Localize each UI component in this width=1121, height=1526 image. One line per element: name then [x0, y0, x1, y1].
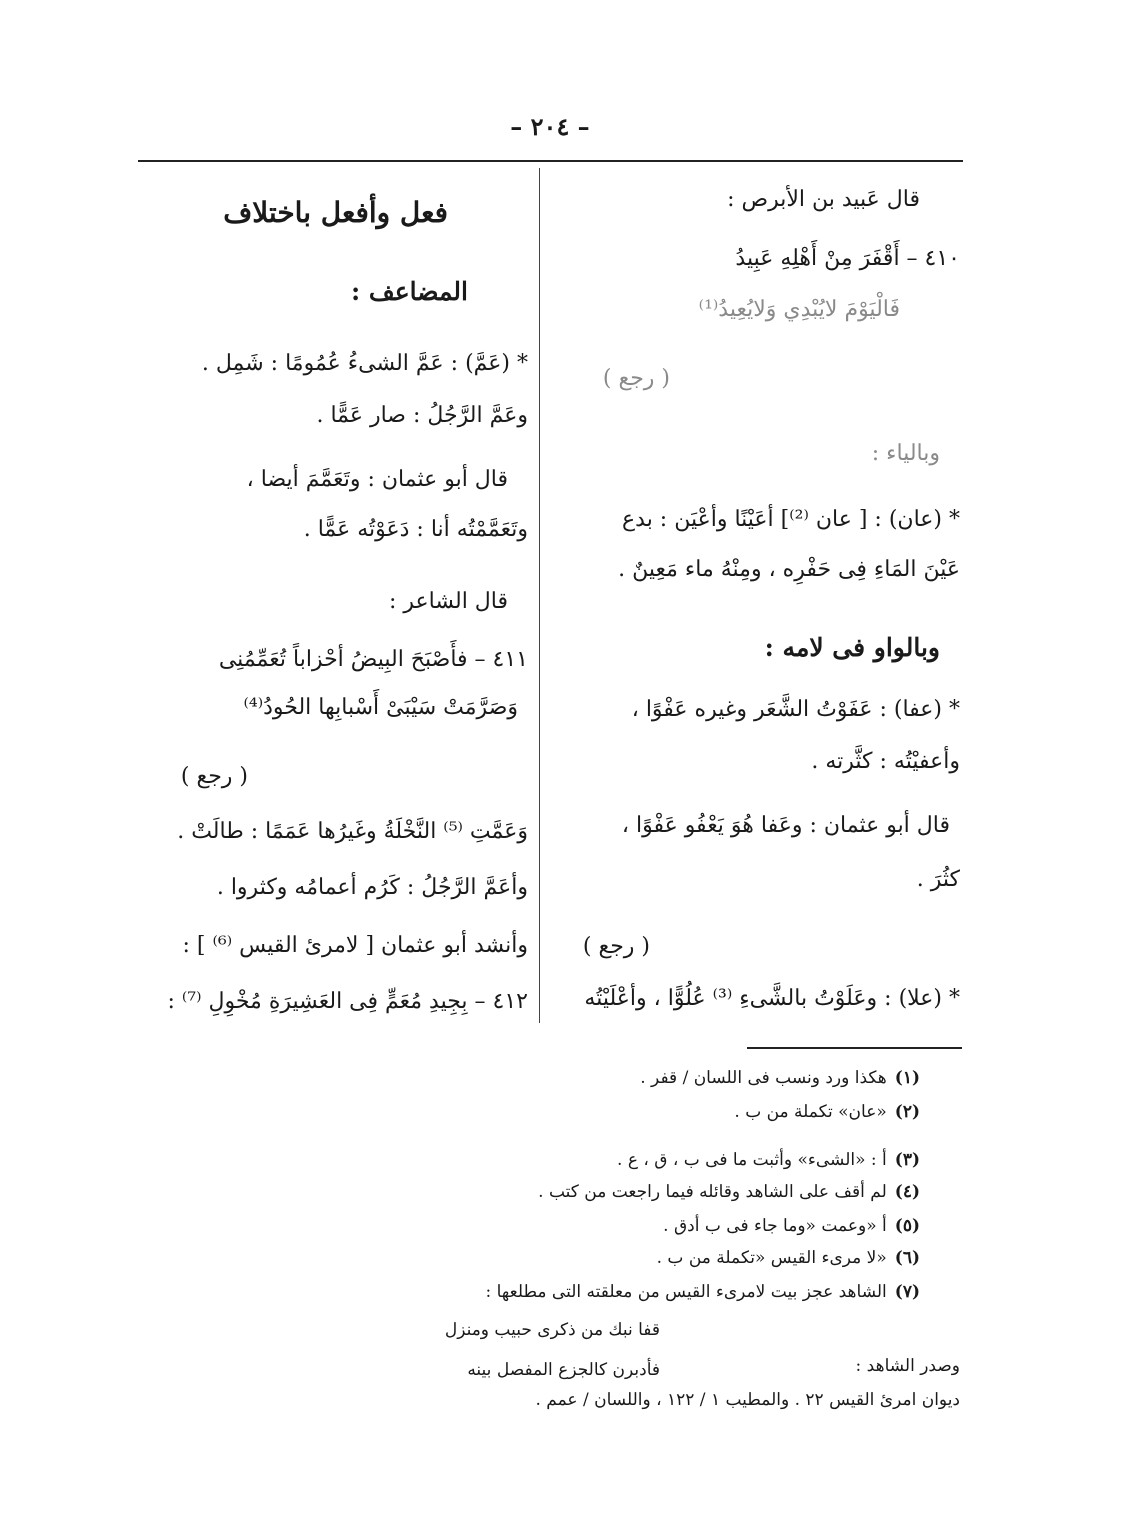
abu-uthman-note-continued: كثُرَ . — [916, 867, 960, 892]
entry-ammat: وَعَمَّتِ ⁽⁵⁾ النَّخْلَةُ وغَيرُها عَمَمًا : طالَتْ . — [177, 819, 528, 844]
entry-aan-continued: عَيْنَ المَاءِ فِى حَفْرِه ، ومِنْهُ ماء مَعِينٌ . — [618, 557, 960, 582]
page-number: – ٢٠٤ – — [510, 112, 590, 141]
source-citation: ديوان امرئ القيس ٢٢ . والمطيب ١ / ١٢٢ ، واللسان / عمم . — [535, 1390, 960, 1410]
section-heading-mudaaf: المضاعف : — [350, 277, 468, 306]
section-label-ya: وبالياء : — [871, 441, 940, 466]
footnote-7: (٧)الشاهد عجز بيت لامرىء القيس من معلقته التى مطلعها : — [485, 1282, 920, 1302]
entry-amma-continued: وعَمَّ الرَّجُلُ : صار عَمًّا . — [316, 403, 528, 428]
section-heading-faala-afala: فعل وأفعل باختلاف — [223, 196, 448, 229]
entry-aan: * (عان) : [ عان ⁽²⁾] أعَيْنًا وأعْيَن : بدع — [622, 507, 960, 532]
entry-amma: * (عَمَّ) : عَمَّ الشىءُ عُمُومًا : شَمِل . — [201, 351, 528, 376]
abu-uthman-recitation: وأنشد أبو عثمان [ لامرئ القيس ⁽⁶⁾ ] : — [182, 933, 528, 958]
verse-410-first-hemistich: ٤١٠ – أَقْفَرَ مِنْ أَهْلِهِ عَبِيدُ — [735, 246, 960, 271]
raja-marker-2: ( رجع ) — [582, 934, 650, 959]
verse-label: وصدر الشاهد : — [855, 1356, 960, 1376]
entry-afa-continued: وأعفيْتُه : كثَّرته . — [811, 749, 960, 774]
raja-marker: ( رجع ) — [602, 366, 670, 391]
footnote-rule — [747, 1047, 962, 1049]
left-column — [138, 0, 528, 1040]
abu-uthman-note-left: قال أبو عثمان : وتَعَمَّمَ أيضا ، — [246, 467, 508, 492]
entry-aamma: وأعَمَّ الرَّجُلُ : كَرُم أعمامُه وكثروا . — [216, 875, 528, 900]
footnote-6: (٦)«لا مرىء القيس «تكملة من ب . — [656, 1248, 920, 1268]
poet-attribution: قال عَبيد بن الأبرص : — [727, 187, 920, 212]
right-column — [560, 0, 960, 1040]
column-divider — [539, 168, 540, 1023]
footnote-3: (٣)أ : «الشىء» وأثبت ما فى ب ، ق ، ع . — [617, 1150, 920, 1170]
poet-label: قال الشاعر : — [388, 589, 508, 614]
section-heading-waw: وبالواو فى لامه : — [764, 633, 940, 662]
footnote-1: (١)هكذا ورد ونسب فى اللسان / قفر . — [640, 1068, 920, 1088]
abu-uthman-note: قال أبو عثمان : وعَفا هُوَ يَعْفُو عَفْوًا ، — [621, 813, 950, 838]
verse-411-first-hemistich: ٤١١ – فأَصْبَحَ البِيضُ أحْزاباً تُعَمِّمُنِى — [218, 647, 528, 672]
entry-afa: * (عفا) : عَفَوْتُ الشَّعَر وغيره عَفْوًا ، — [631, 697, 960, 722]
verse-quote-1: قفا نبك من ذكرى حبيب ومنزل — [444, 1320, 660, 1340]
verse-412: ٤١٢ – بِجِيدِ مُعَمٍّ فِى العَشِيرَةِ مُخْوِلِ ⁽⁷⁾ : — [167, 989, 528, 1014]
verse-quote-2: فأدبرن كالجزع المفصل بينه — [467, 1360, 660, 1380]
entry-ala: * (علا) : وعَلَوْتُ بالشَّىءِ ⁽³⁾ عُلُوًّا ، وأعْلَيْتُه — [584, 986, 960, 1011]
abu-uthman-note-left-continued: وتَعَمَّمْتُه أنا : دَعَوْتُه عَمًّا . — [303, 517, 528, 542]
raja-marker-left: ( رجع ) — [180, 764, 248, 789]
footnote-4: (٤)لم أقف على الشاهد وقائله فيما راجعت من كتب . — [538, 1182, 920, 1202]
footnote-2: (٢)«عان» تكملة من ب . — [734, 1102, 920, 1122]
verse-410-second-hemistich: فَالْيَوْمَ لايُبْدِي وَلايُعِيدُ⁽¹⁾ — [698, 297, 900, 322]
footnote-5: (٥)أ «وعمت «وما جاء فى ب أدق . — [663, 1216, 920, 1236]
verse-411-second-hemistich: وَصَرَّمَتْ سَيْبَىْ أَسْبابِها الحُودُ⁽⁴⁾ — [243, 695, 518, 720]
